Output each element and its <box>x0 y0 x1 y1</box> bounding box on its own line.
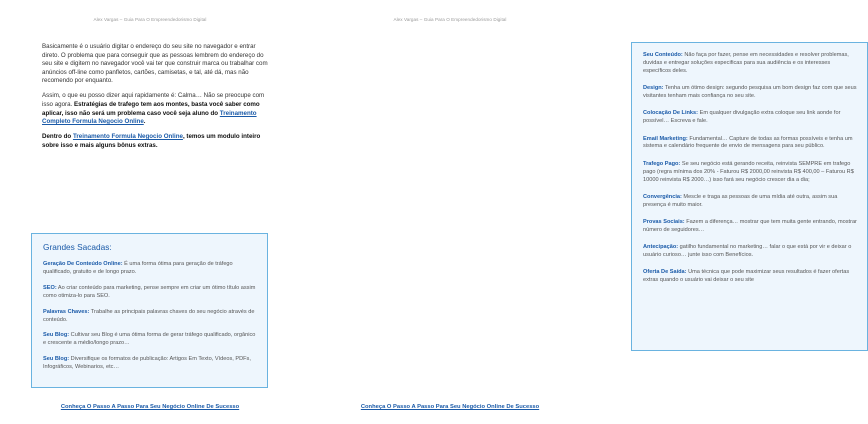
tip-item <box>43 309 256 325</box>
tip-text: Fazem a diferença… mostrar que tem muita gente entrando, mostrar número de seguidores… <box>643 219 857 233</box>
tip-term: Antecipação: <box>643 244 679 251</box>
left-body-text <box>42 43 272 157</box>
paragraph-modulo-end: , temos um modulo inteiro sobre isso e mais alguns bônus extras. <box>42 133 261 149</box>
footer-link-left[interactable]: Conheça O Passo A Passo Para Seu Negócio Online De Sucesso <box>60 404 240 410</box>
tip-item <box>643 194 857 210</box>
tip-item <box>643 244 857 260</box>
tip-item <box>643 85 857 101</box>
tip-text: Tenha um ótimo design: segundo pesquisa um bom design faz com que seus visitantes tenham mais confiança no seu site. <box>643 85 857 100</box>
tip-text: Ao criar conteúdo para marketing, pense sempre em criar um ótimo título assim como otimiza-lo para SEO. <box>43 284 256 299</box>
tip-item <box>643 110 857 126</box>
paragraph-modulo-lead: Dentro do <box>42 133 73 141</box>
tip-item <box>643 52 857 76</box>
tip-term: Colocação De Links: <box>643 110 699 117</box>
tip-item <box>43 356 256 372</box>
tip-term: Trafego Pago: <box>643 160 681 167</box>
paragraph-calm <box>42 92 272 126</box>
footer-link-right[interactable]: Conheça O Passo A Passo Para Seu Negócio Online De Sucesso <box>360 404 540 410</box>
tip-term: Palavras Chaves: <box>43 308 90 315</box>
tip-item <box>643 219 857 235</box>
tip-item <box>43 261 256 277</box>
tip-item <box>643 161 857 185</box>
tip-item <box>643 136 857 152</box>
tip-text: Diversifique os formatos de publicação: Artigos Em Texto, Vídeos, PDFs, Infográficos, Webinarios, etc… <box>43 356 251 371</box>
tip-text: Em qualquer divulgação extra coloque seu link aonde for possível… Escreva e fale. <box>643 110 841 125</box>
paragraph-calm-bold: Estratégias de trafego tem aos montes, basta você saber como aplicar, isso não será um problema caso você seja aluno do <box>42 100 260 117</box>
tip-term: Email Marketing: <box>643 135 688 142</box>
tip-term: Convergência: <box>643 193 682 200</box>
running-header-right: Alex Vargas – Guia Para O Empreendedorismo Digital <box>393 17 507 22</box>
tip-term: SEO: <box>43 284 57 291</box>
tip-item <box>43 285 256 301</box>
tip-text: Uma técnica que pode maximizar seus resultados é fazer ofertas extras quando o usuário vai deixar o seu site <box>643 269 850 284</box>
paragraph-modulo <box>42 133 272 150</box>
right-page <box>300 0 857 424</box>
tips-box-continued <box>631 42 868 351</box>
link-treinamento-formula[interactable]: Treinamento Formula Negocio Online <box>72 133 183 141</box>
tip-term: Seu Blog: <box>43 356 70 363</box>
tip-text: Trabalhe as principais palavras chaves do seu negócio através de conteúdo. <box>43 308 255 323</box>
tip-text: Se seu negócio está gerando receita, reinvista SEMPRE em trafego pago (regra mínima dos 20% - Faturou R$ 2000,00 reinvista R$ 400,00 – Faturou R$ 10000 reinvista R$ 2000…) isso fará seu negócio crescer dia a dia; <box>643 160 854 183</box>
tip-term: Provas Sociais: <box>643 219 685 226</box>
tip-text: É uma forma ótima para geração de tráfego qualificado, gratuito e de longo prazo. <box>43 261 233 275</box>
tip-item <box>643 269 857 285</box>
paragraph-intro: Basicamente é o usuário digitar o endereço do seu site no navegador e entrar direto. O problema que para conseguir que as pessoas lembrem do endereço do seu site e digitem no navegador você vai ter que construir marca ou trabalhar com anúncios off-line como panfletos, cartões, camisetas, e tal, até dá, mas não recomendo por enquanto. <box>42 43 268 85</box>
tip-term: Design: <box>643 85 664 92</box>
paragraph-calm-end: . <box>143 118 146 126</box>
paragraph-calm-lead: Assim, o que eu posso dizer aqui rapidamente é: Calma… Não se preocupe com isso agora. <box>42 92 265 108</box>
tip-item <box>43 332 256 348</box>
box-title: Grandes Sacadas: <box>43 242 112 252</box>
running-header-left: Alex Vargas – Guia Para O Empreendedorismo Digital <box>93 17 207 22</box>
link-treinamento-completo[interactable]: Treinamento Completo Formula Negocio Online <box>42 109 257 126</box>
tip-term: Seu Blog: <box>43 332 70 339</box>
tip-text: Mescle e traga as pessoas de uma mídia até outra, assim sua presença é muito maior. <box>643 193 838 208</box>
tip-text: Cultivar seu Blog é uma ótima forma de gerar tráfego qualificado, orgânico e crescente a médio/longo prazo… <box>43 332 256 347</box>
grandes-sacadas-box <box>31 233 268 388</box>
tip-text: gatilho fundamental no marketing… falar o que está por vir e deixar o usuário curioso… junte isso com Benefícios. <box>643 244 852 259</box>
tip-text: Não faça por fazer, pense em necessidades e resolver problemas, duvidas e entregar soluções especificas para sua audiência e os interesses específicos deles. <box>643 52 849 74</box>
tip-term: Oferta De Saída: <box>643 269 687 276</box>
tip-text: Fundamental… Capture de todas as formas possíveis e tenha um sistema e calendário frequente de envio de mensagens para seu público. <box>643 135 853 150</box>
tip-term: Geração De Conteúdo Online: <box>43 261 123 267</box>
tip-term: Seu Conteúdo: <box>643 52 683 58</box>
left-page <box>0 0 300 424</box>
